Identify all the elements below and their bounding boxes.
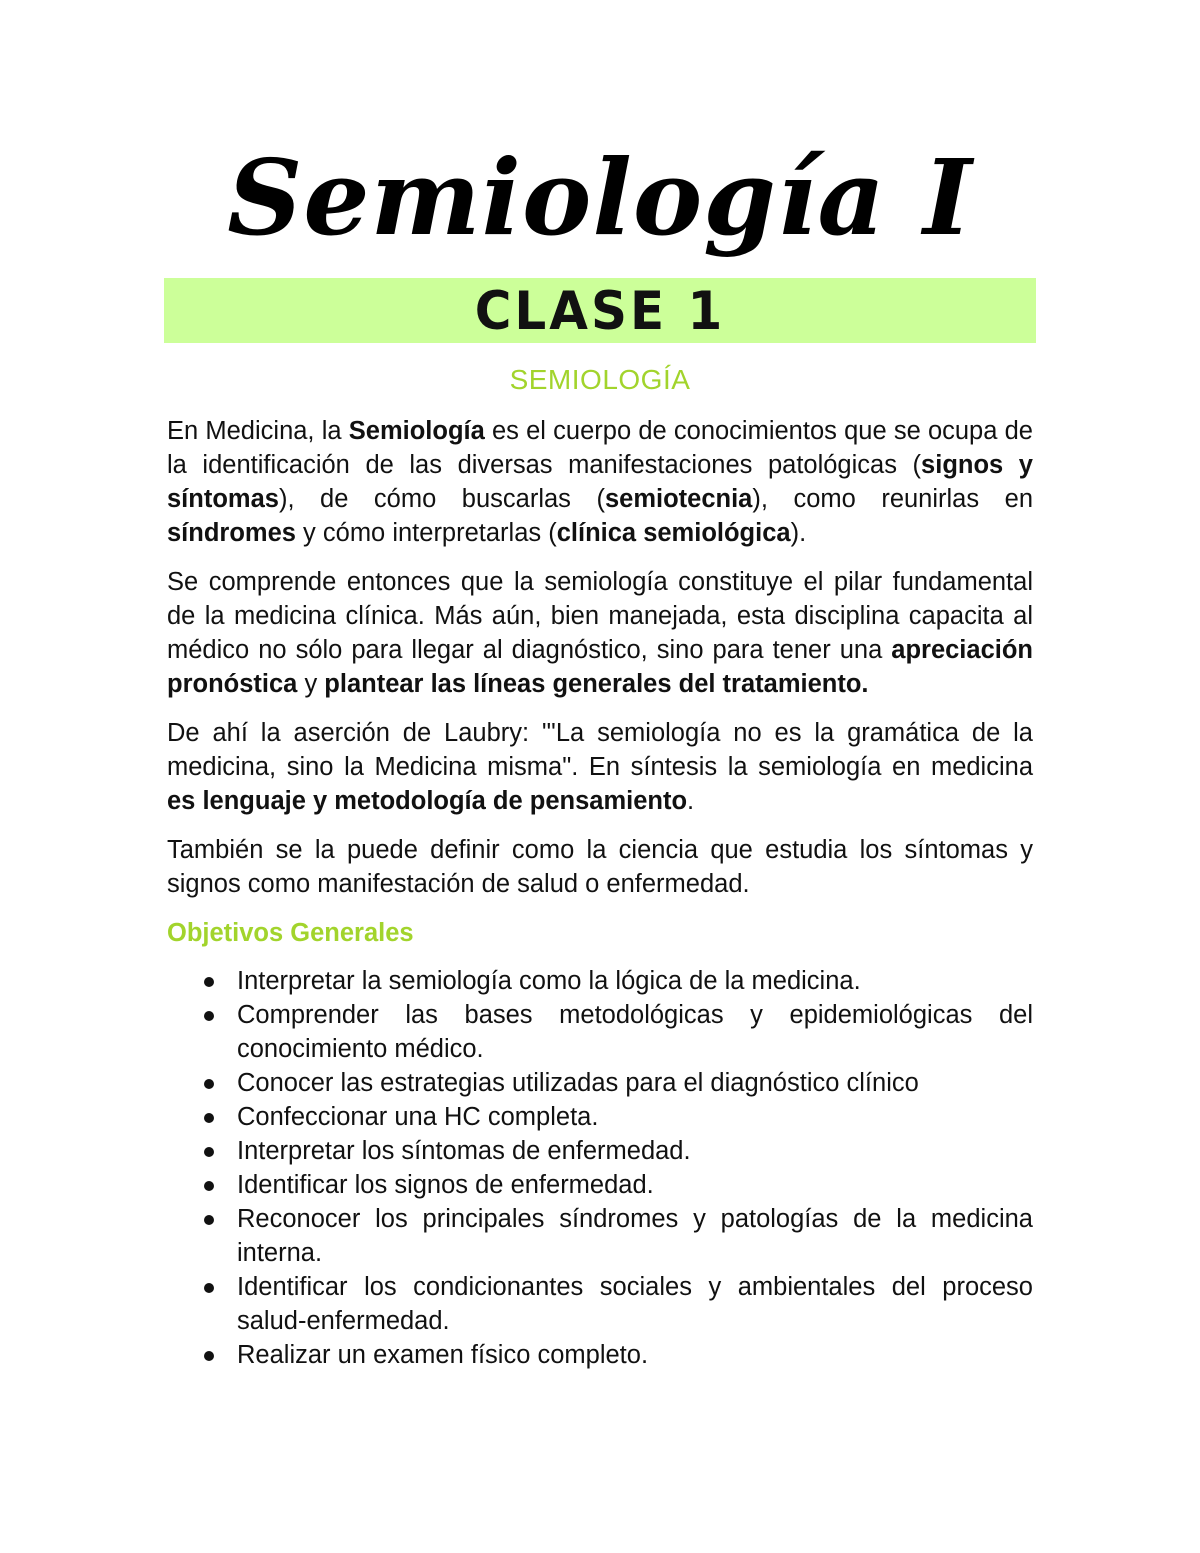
list-item [167,1134,1033,1168]
class-banner [164,278,1036,343]
paragraph-laubry-quote [167,716,1033,818]
bullet-icon [204,1113,214,1123]
bold-text-run: es lenguaje y metodología de pensamiento [167,787,688,815]
text-run: es el cuerpo de conocimientos que se ocupa de la identificación de las diversas manifestaciones patológicas ( [167,417,1033,479]
list-item [167,1202,1033,1270]
paragraph-definition [167,414,1033,550]
document-title: Semiología I [227,136,973,259]
list-item-text: Conocer las estrategias utilizadas para el diagnóstico clínico [237,1069,919,1097]
text-run: Se comprende entonces que la semiología constituye el pilar fundamental de la medicina clínica. Más aún, bien manejada, esta disciplina capacita al médico no sólo para llegar al diagnóstico, sino para tener una [167,568,1033,664]
list-item [167,1100,1033,1134]
bold-text-run: apreciación pronóstica [167,636,1033,698]
list-item-text: Comprender las bases metodológicas y epidemiológicas del conocimiento médico. [237,1001,1033,1063]
paragraph-pillar [167,565,1033,701]
bold-text-run: clínica semiológica [556,519,791,547]
document-body [167,414,1033,1372]
list-item [167,1066,1033,1100]
list-item [167,1338,1033,1372]
bold-text-run: síndromes [167,519,296,547]
text-run: ), como reunirlas en [752,485,1033,513]
bold-text-run: plantear las líneas generales del tratamiento. [324,670,869,698]
bullet-icon [204,977,214,987]
text-run: ). [790,519,807,547]
list-item-text: Reconocer los principales síndromes y patologías de la medicina interna. [237,1205,1033,1267]
text-run: También se la puede definir como la ciencia que estudia los síntomas y signos como manifestación de salud o enfermedad. [167,836,1033,898]
bold-text-run: signos y síntomas [167,451,1033,513]
list-item-text: Interpretar los síntomas de enfermedad. [237,1137,691,1165]
objectives-list [167,964,1033,1372]
bullet-icon [204,1351,214,1361]
bold-text-run: semiotecnia [604,485,753,513]
section-heading: SEMIOLOGÍA [509,364,691,395]
list-item-text: Realizar un examen físico completo. [237,1341,649,1369]
bullet-icon [204,1283,214,1293]
text-run: En Medicina, la [167,417,349,445]
list-item [167,1270,1033,1338]
class-banner-label: CLASE 1 [474,280,726,341]
bullet-icon [204,1011,214,1021]
list-item [167,964,1033,998]
text-run: ), de cómo buscarlas ( [278,485,605,513]
bullet-icon [204,1215,214,1225]
list-item [167,998,1033,1066]
bullet-icon [204,1181,214,1191]
list-item-text: Identificar los condicionantes sociales y ambientales del proceso salud-enfermedad. [237,1273,1033,1335]
list-item-text: Identificar los signos de enfermedad. [237,1171,654,1199]
text-run: . [687,787,695,815]
text-run: y [297,670,325,698]
list-item [167,1168,1033,1202]
list-item-text: Interpretar la semiología como la lógica de la medicina. [237,967,861,995]
bullet-icon [204,1147,214,1157]
objectives-heading: Objetivos Generales [167,919,414,947]
text-run: y cómo interpretarlas ( [295,519,557,547]
text-run: De ahí la aserción de Laubry: "'La semiología no es la gramática de la medicina, sino la Medicina misma". En síntesis la semiología en medicina [167,719,1033,781]
list-item-text: Confeccionar una HC completa. [237,1103,599,1131]
bullet-icon [204,1079,214,1089]
paragraph-science-definition [167,833,1033,901]
bold-text-run: Semiología [348,417,485,445]
